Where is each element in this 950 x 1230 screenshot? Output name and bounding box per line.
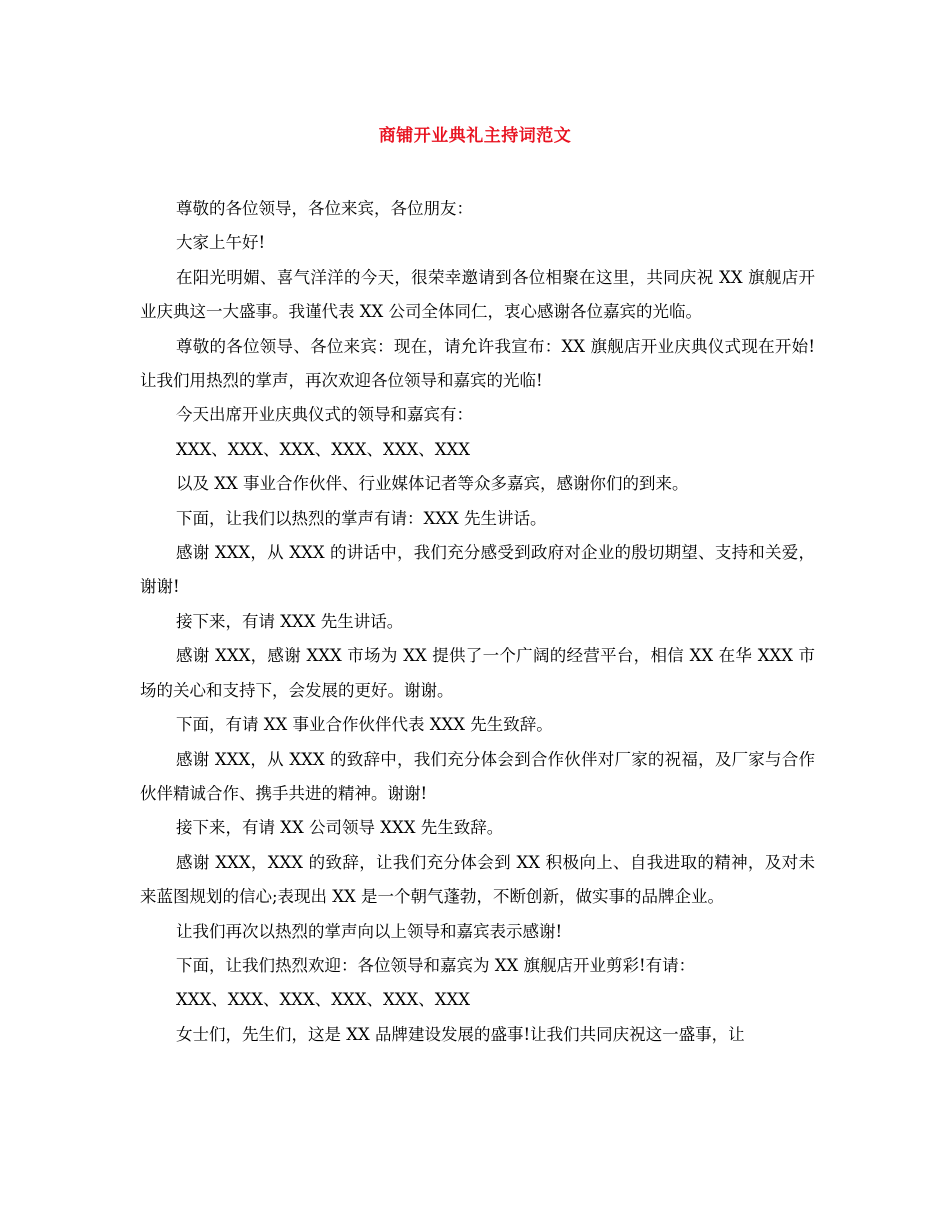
paragraph: 尊敬的各位领导，各位来宾，各位朋友： bbox=[176, 199, 473, 218]
paragraph: 感谢 XXX，XXX 的致辞，让我们充分体会到 XX 积极向上、自我进取的精神，及对未来蓝图规划的信心;表现出 XX 是一个朝气蓬勃，不断创新，做实事的品牌企业。 bbox=[140, 852, 815, 907]
paragraph: 以及 XX 事业合作伙伴、行业媒体记者等众多嘉宾，感谢你们的到来。 bbox=[176, 474, 689, 494]
paragraph: XXX、XXX、XXX、XXX、XXX、XXX bbox=[176, 439, 470, 459]
paragraph: 感谢 XXX，从 XXX 的讲话中，我们充分感受到政府对企业的殷切期望、支持和关爱，谢谢! bbox=[140, 543, 815, 597]
paragraph: 感谢 XXX，感谢 XXX 市场为 XX 提供了一个广阔的经营平台，相信 XX 在华 XXX 市场的关心和支持下，会发展的更好。谢谢。 bbox=[140, 646, 815, 700]
document-title: 商铺开业典礼主持词范文 bbox=[378, 126, 572, 146]
paragraph: 下面，有请 XX 事业合作伙伴代表 XXX 先生致辞。 bbox=[176, 715, 553, 735]
paragraph: 大家上午好! bbox=[176, 233, 266, 253]
paragraph: 尊敬的各位领导、各位来宾：现在，请允许我宣布：XX 旗舰店开业庆典仪式现在开始!让我们用热烈的掌声，再次欢迎各位领导和嘉宾的光临! bbox=[140, 336, 815, 391]
paragraph: 女士们，先生们，这是 XX 品牌建设发展的盛事!让我们共同庆祝这一盛事，让 bbox=[176, 1024, 745, 1044]
paragraph: 感谢 XXX，从 XXX 的致辞中，我们充分体会到合作伙伴对厂家的祝福，及厂家与合作伙伴精诚合作、携手共进的精神。谢谢! bbox=[140, 749, 815, 803]
paragraph: 接下来，有请 XX 公司领导 XXX 先生致辞。 bbox=[176, 818, 504, 838]
paragraph: 让我们再次以热烈的掌声向以上领导和嘉宾表示感谢! bbox=[176, 921, 563, 941]
paragraph: XXX、XXX、XXX、XXX、XXX、XXX bbox=[176, 990, 470, 1010]
paragraph: 今天出席开业庆典仪式的领导和嘉宾有： bbox=[176, 405, 473, 425]
document-body bbox=[140, 192, 815, 1052]
paragraph: 下面，让我们以热烈的掌声有请：XXX 先生讲话。 bbox=[176, 508, 547, 528]
paragraph: 在阳光明媚、喜气洋洋的今天，很荣幸邀请到各位相聚在这里，共同庆祝 XX 旗舰店开业庆典这一大盛事。我谨代表 XX 公司全体同仁，衷心感谢各位嘉宾的光临。 bbox=[140, 267, 815, 322]
paragraph: 下面，让我们热烈欢迎：各位领导和嘉宾为 XX 旗舰店开业剪彩!有请： bbox=[176, 955, 696, 975]
paragraph: 接下来，有请 XXX 先生讲话。 bbox=[176, 611, 404, 631]
